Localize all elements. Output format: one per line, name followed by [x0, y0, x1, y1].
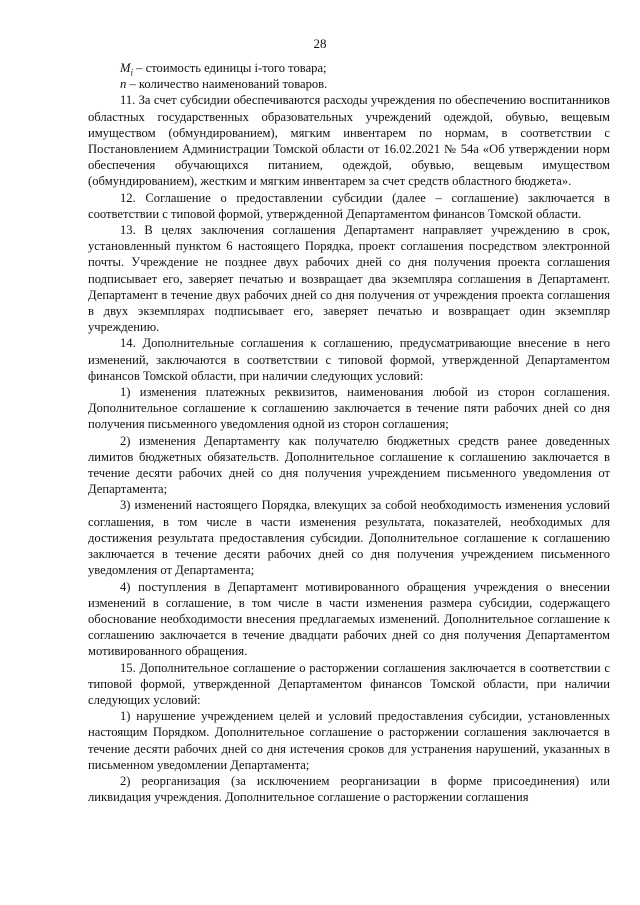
legend-subscript: i: [130, 67, 134, 78]
legend-line: [88, 76, 610, 92]
legend-line: [88, 60, 610, 76]
paragraph-14-item-2: 2) изменения Департаменту как получателю бюджетных средств ранее доведенных лимитов бюджетных обязательств. Дополнительное соглашение к соглашению заключается в течение десяти рабочих дней со дня получения учреждением письменного уведомления от Департамента;: [88, 433, 610, 497]
paragraph-14: 14. Дополнительные соглашения к соглашению, предусматривающие внесение в него изменений, заключаются в соответствии с типовой формой, утвержденной Департаментом финансов Томской области, при наличии следующих условий:: [88, 336, 610, 383]
legend-symbol: n: [120, 77, 127, 92]
legend-symbol: M: [120, 61, 131, 75]
page-number: 28: [313, 36, 327, 51]
paragraph-14-item-1: 1) изменения платежных реквизитов, наименования любой из сторон соглашения. Дополнительное соглашение к соглашению заключается в течение пяти рабочих дней со дня получения письменного уведомления одной из сторон соглашения;: [88, 385, 610, 432]
paragraph-15-item-2: 2) реорганизация (за исключением реорганизации в форме присоединения) или ликвидация учреждения. Дополнительное соглашение о расторжении соглашения: [88, 773, 610, 805]
legend-text: – количество наименований товаров.: [126, 77, 328, 92]
document-body: [88, 60, 610, 805]
paragraph-15-item-1: 1) нарушение учреждением целей и условий предоставления субсидии, установленных настоящим Порядком. Дополнительное соглашение о расторжении соглашения заключается в течение десяти рабочих дней со дня истечения сроков для устранения нарушений, указанных в письменном уведомлении Департамента;: [88, 709, 610, 772]
paragraph-12: 12. Соглашение о предоставлении субсидии (далее – соглашение) заключается в соответствии с типовой формой, утвержденной Департаментом финансов Томской области.: [88, 190, 610, 221]
paragraph-14-item-4: 4) поступления в Департамент мотивированного обращения учреждения о внесении изменений в соглашение, в том числе в части изменения размера субсидии, содержащего обоснование необходимости внесения предлагаемых изменений. Дополнительное соглашение к соглашению заключается в течение двадцати рабочих дней со дня получения Департаментом мотивированного обращения.: [88, 579, 610, 659]
paragraph-15: 15. Дополнительное соглашение о расторжении соглашения заключается в соответствии с типовой формой, утвержденной Департаментом финансов Томской области, при наличии следующих условий:: [88, 660, 610, 707]
paragraph-11: 11. За счет субсидии обеспечиваются расходы учреждения по обеспечению воспитанников областных государственных образовательных учреждений одеждой, обувью, вещевым имуществом (обмундированием), мягким инвентарем по нормам, в соответствии с Постановлением Администрации Томской области от 16.02.2021 № 54а «Об утверждении норм обеспечения обучающихся питанием, одеждой, обувью, вещевым имуществом (обмундированием), жестким и мягким инвентарем за счет средств областного бюджета».: [88, 93, 610, 189]
paragraph-13: 13. В целях заключения соглашения Департамент направляет учреждению в срок, установленный пунктом 6 настоящего Порядка, проект соглашения посредством электронной почты. Учреждение не позднее двух рабочих дней со дня получения проекта соглашения подписывает его, заверяет печатью и возвращает два экземпляра соглашения в Департамент. Департамент в течение двух рабочих дней со дня получения от учреждения проекта соглашения в двух экземплярах подписывает его, заверяет печатью и возвращает один экземпляр учреждению.: [88, 223, 610, 335]
legend-text: – стоимость единицы i-того товара;: [133, 61, 327, 75]
paragraph-14-item-3: 3) изменений настоящего Порядка, влекущих за собой необходимость изменения условий соглашения, в том числе в части изменения результата, показателей, необходимых для достижения результата предоставления субсидии. Дополнительное соглашение к соглашению заключается в течение десяти рабочих дней со дня получения учреждением письменного уведомления от Департамента;: [88, 498, 610, 578]
